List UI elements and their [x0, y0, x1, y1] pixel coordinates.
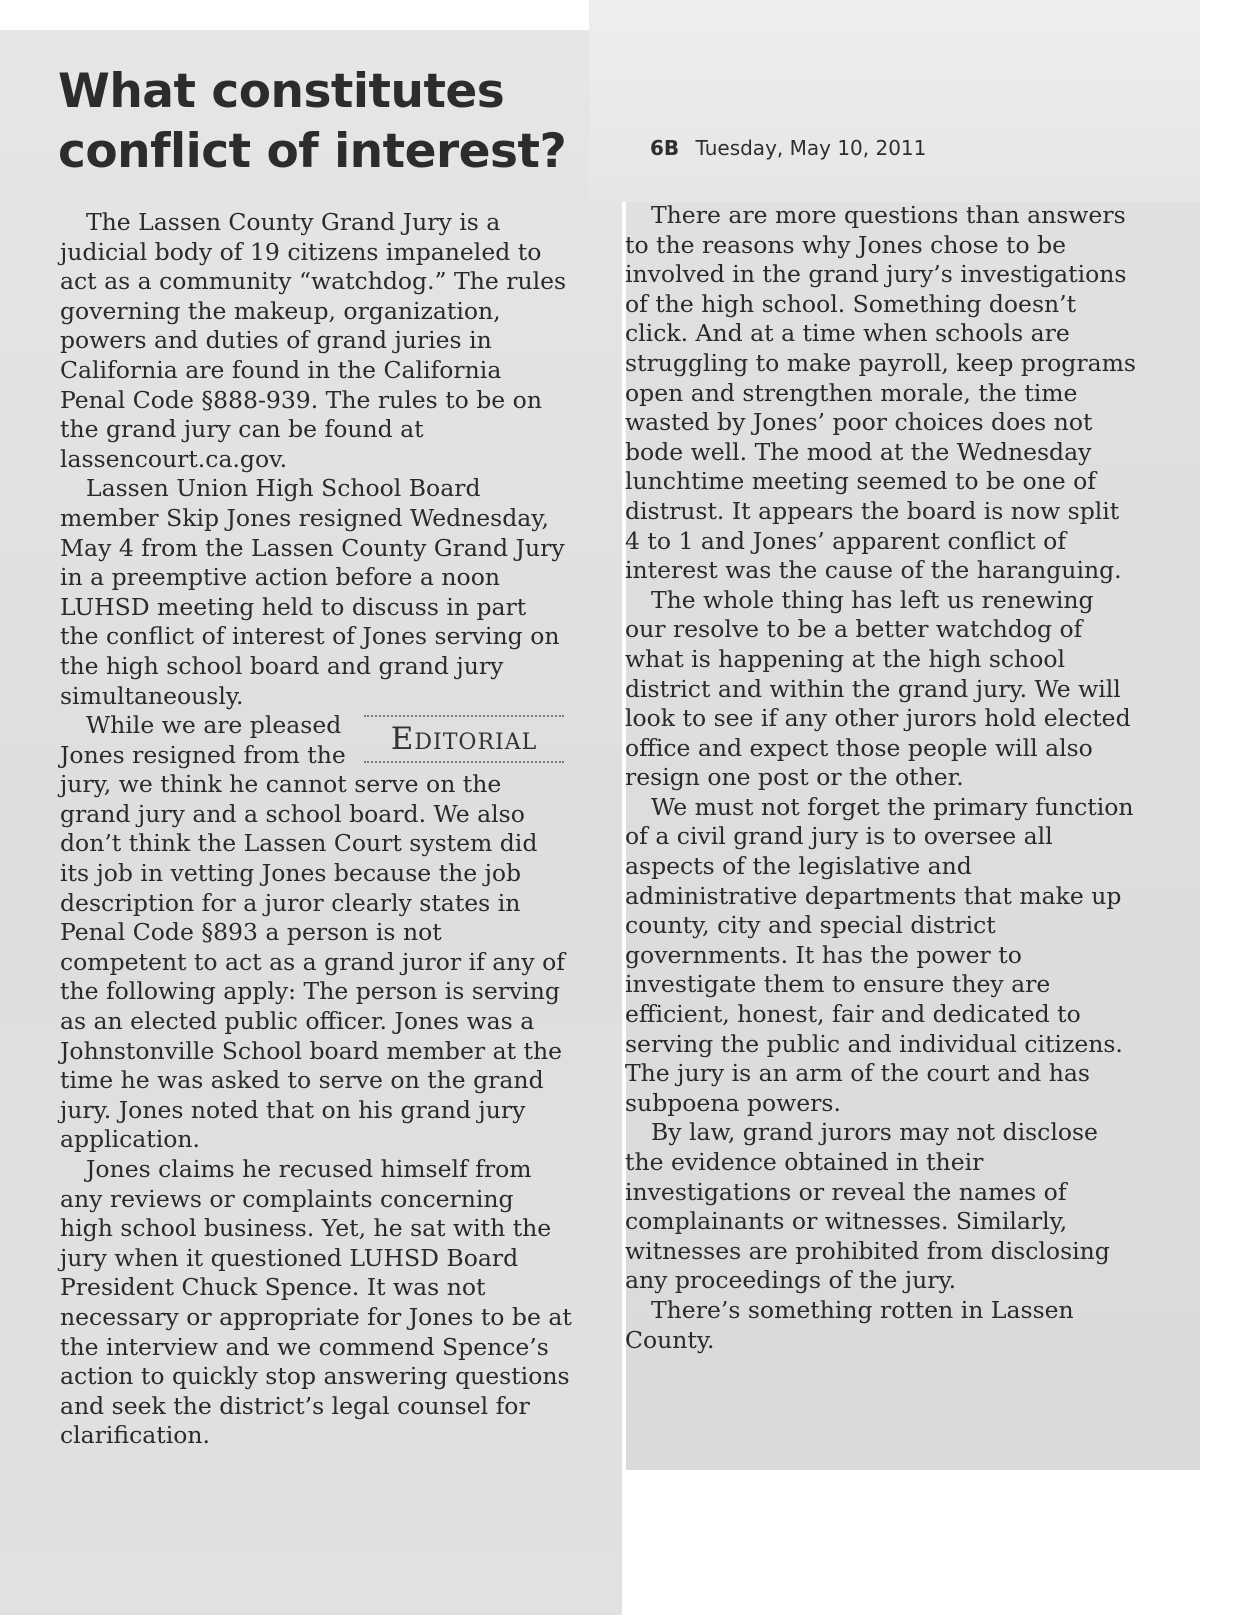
publication-date: Tuesday, May 10, 2011 — [695, 136, 927, 160]
right-column — [625, 201, 1137, 1355]
left-column — [60, 208, 572, 1451]
dateline-clipping — [589, 0, 1200, 202]
article-paragraph: There’s something rotten in Lassen County. — [625, 1295, 1074, 1354]
dateline — [650, 136, 926, 160]
editorial-label: Editorial — [364, 715, 564, 763]
article-paragraph: While we are pleased Jones resigned from the jury, we think he cannot serve on the grand jury and a school board. We also don’t think the Lassen Court system did its job in vetting Jones because the job description for a juror clearly states in Penal Code §893 a person is not competent to act as a grand juror if any of the following apply: The person is serving as an elected public officer. Jones was a Johnstonville School board member at the time he was asked to serve on the grand jury. Jones noted that on his grand jury application. — [60, 711, 565, 1154]
article-paragraph: There are more questions than answers to the reasons why Jones chose to be involved in the grand jury’s investigations of the high school. Something doesn’t click. And at a time when schools are struggling to make payroll, keep programs open and strengthen morale, the time wasted by Jones’ poor choices does not bode well. The mood at the Wednesday lunchtime meeting seemed to be one of distrust. It appears the board is now split 4 to 1 and Jones’ apparent conflict of interest was the cause of the haranguing. — [625, 201, 1136, 585]
article-paragraph: By law, grand jurors may not disclose the evidence obtained in their investigations or reveal the names of complainants or witnesses. Similarly, witnesses are prohibited from disclosing any proceedings of the jury. — [625, 1118, 1110, 1295]
article-paragraph: Jones claims he recused himself from any reviews or complaints concerning high school business. Yet, he sat with the jury when it questioned LUHSD Board President Chuck Spence. It was not necessary or appropriate for Jones to be at the interview and we commend Spence’s action to quickly stop answering questions and seek the district’s legal counsel for clarification. — [60, 1155, 572, 1450]
article-paragraph: The whole thing has left us renewing our resolve to be a better watchdog of what is happening at the high school district and within the grand jury. We will look to see if any other jurors hold elected office and expect those people will also resign one post or the other. — [625, 585, 1131, 792]
page-number: 6B — [650, 136, 680, 160]
article-paragraph: We must not forget the primary function of a civil grand jury is to oversee all aspects of the legislative and administrative departments that make up county, city and special district governments. It has the power to investigate them to ensure they are efficient, honest, fair and dedicated to serving the public and individual citizens. The jury is an arm of the court and has subpoena powers. — [625, 792, 1134, 1117]
headline: What constitutes conflict of interest? — [58, 64, 567, 179]
article-paragraph: Lassen Union High School Board member Skip Jones resigned Wednesday, May 4 from the Lassen County Grand Jury in a preemptive action before a noon LUHSD meeting held to discuss in part the conflict of interest of Jones serving on the high school board and grand jury simultaneously. — [60, 474, 565, 710]
article-paragraph: The Lassen County Grand Jury is a judicial body of 19 citizens impaneled to act as a community “watchdog.” The rules governing the makeup, organization, powers and duties of grand juries in California are found in the California Penal Code §888-939. The rules to be on the grand jury can be found at lassencourt.ca.gov. — [60, 208, 567, 473]
